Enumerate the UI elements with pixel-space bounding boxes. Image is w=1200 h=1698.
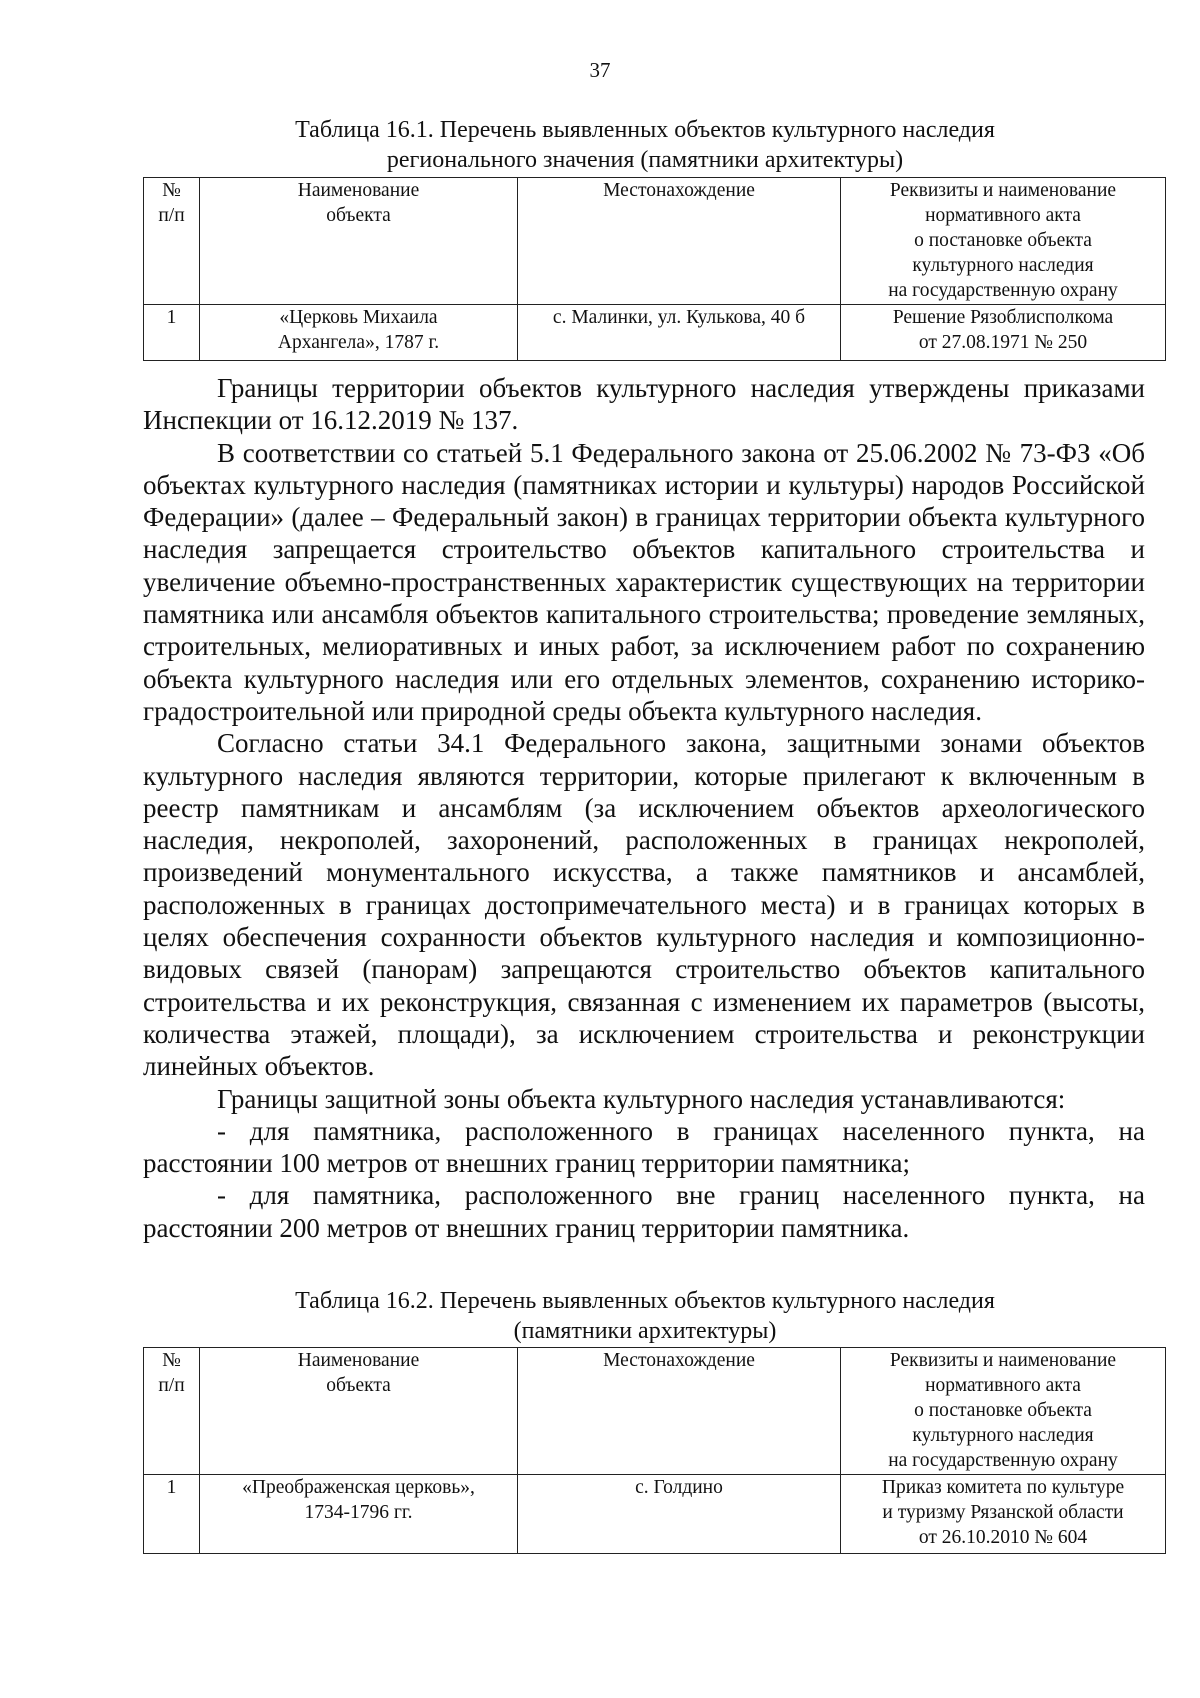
row-num: 1 <box>166 1477 177 1498</box>
header-act-line: на государственную охрану <box>888 280 1118 301</box>
paragraph: Границы защитной зоны объекта культурного наследия устанавливаются: <box>217 1083 1066 1114</box>
row-location: с. Голдино <box>635 1477 723 1498</box>
table-header-row <box>144 1348 1166 1475</box>
table-row <box>144 305 1166 361</box>
header-act-line: Реквизиты и наименование <box>889 1350 1117 1371</box>
row-act-line: Решение Рязоблисполкома <box>892 307 1114 328</box>
table-1-title <box>135 115 1155 175</box>
body-text <box>143 372 1145 1244</box>
paragraph-list-item: - для памятника, расположенного в границах населенного пункта, на расстоянии 100 метров от внешних границ территории памятника; <box>143 1115 1145 1179</box>
row-name-cell <box>200 1475 518 1554</box>
table-16-2 <box>143 1347 1166 1554</box>
header-num-line: № <box>162 180 181 201</box>
header-num-cell <box>144 178 200 305</box>
header-act-line: нормативного акта <box>925 205 1081 226</box>
row-name-cell <box>200 305 518 361</box>
paragraph: Согласно статьи 34.1 Федерального закона, защитными зонами объектов культурного наследия являются территории, которые прилегают к включенным в реестр памятникам и ансамблям (за исключением объектов археологического наследия, некрополей, захоронений, расположенных в границах некрополей, произведений монументального искусства, а также памятников и ансамблей, расположенных в границах достопримечательного места) и в границах которых в целях обеспечения сохранности объектов культурного наследия и композиционно-видовых связей (панорам) запрещаются строительство объектов капитального строительства и их реконструкция, связанная с изменением их параметров (высоты, количества этажей, площади), за исключением строительства и реконструкции линейных объектов. <box>143 728 1145 1082</box>
header-name-line: объекта <box>326 1375 391 1396</box>
row-location: с. Малинки, ул. Кулькова, 40 б <box>552 307 806 328</box>
header-name-cell <box>200 178 518 305</box>
row-num: 1 <box>166 307 177 328</box>
row-name-line: «Церковь Михаила <box>279 307 438 328</box>
table-1-title-line-2: регионального значения (памятники архитектуры) <box>386 147 904 173</box>
header-location-line: Местонахождение <box>603 180 755 201</box>
header-num-line: п/п <box>158 1375 185 1396</box>
header-act-line: о постановке объекта <box>914 230 1092 251</box>
header-name-line: объекта <box>326 205 391 226</box>
table-16-1 <box>143 177 1166 361</box>
header-location-cell <box>518 178 841 305</box>
header-num-cell <box>144 1348 200 1475</box>
header-act-line: культурного наследия <box>912 255 1094 276</box>
table-2-title-line-1: Таблица 16.2. Перечень выявленных объектов культурного наследия <box>295 1288 995 1314</box>
header-act-line: Реквизиты и наименование <box>889 180 1117 201</box>
page-number: 37 <box>589 58 611 82</box>
header-name-line: Наименование <box>297 1350 420 1371</box>
row-act-line: от 26.10.2010 № 604 <box>918 1527 1088 1548</box>
row-name-line: «Преображенская церковь», <box>242 1477 475 1498</box>
header-location-cell <box>518 1348 841 1475</box>
row-location-cell <box>518 305 841 361</box>
header-act-line: культурного наследия <box>912 1425 1094 1446</box>
paragraph: В соответствии со статьей 5.1 Федерального закона от 25.06.2002 № 73-ФЗ «Об объектах культурного наследия (памятниках истории и культуры) народов Российской Федерации» (далее – Федеральный закон) в границах территории объекта культурного наследия запрещается строительство объектов капитального строительства и увеличение объемно-пространственных характеристик существующих на территории памятника или ансамбля объектов капитального строительства; проведение земляных, строительных, мелиоративных и иных работ, за исключением работ по сохранению объекта культурного наследия или его отдельных элементов, сохранению историко-градостроительной или природной среды объекта культурного наследия. <box>143 437 1145 726</box>
table-1-title-line-1: Таблица 16.1. Перечень выявленных объектов культурного наследия <box>295 117 995 143</box>
header-act-line: нормативного акта <box>925 1375 1081 1396</box>
table-header-row <box>144 178 1166 305</box>
row-location-cell <box>518 1475 841 1554</box>
header-num-line: № <box>162 1350 181 1371</box>
row-act-line: и туризму Рязанской области <box>882 1502 1124 1523</box>
header-name-cell <box>200 1348 518 1475</box>
header-act-line: на государственную охрану <box>888 1450 1118 1471</box>
paragraph-list-item: - для памятника, расположенного вне границ населенного пункта, на расстоянии 200 метров от внешних границ территории памятника. <box>143 1180 1145 1243</box>
table-2-title-line-2: (памятники архитектуры) <box>513 1318 777 1344</box>
row-act-cell <box>841 1475 1166 1554</box>
row-num-cell <box>144 305 200 361</box>
paragraph: Границы территории объектов культурного наследия утверждены приказами Инспекции от 16.12.2019 № 137. <box>143 373 1145 436</box>
header-act-cell <box>841 178 1166 305</box>
row-name-line: Архангела», 1787 г. <box>277 332 440 353</box>
header-name-line: Наименование <box>297 180 420 201</box>
header-num-line: п/п <box>158 205 185 226</box>
header-location-line: Местонахождение <box>603 1350 755 1371</box>
row-num-cell <box>144 1475 200 1554</box>
table-row <box>144 1475 1166 1554</box>
row-name-line: 1734-1796 гг. <box>304 1502 413 1523</box>
table-2-title <box>135 1286 1155 1346</box>
header-act-line: о постановке объекта <box>914 1400 1092 1421</box>
row-act-line: от 27.08.1971 № 250 <box>918 332 1088 353</box>
header-act-cell <box>841 1348 1166 1475</box>
row-act-cell <box>841 305 1166 361</box>
row-act-line: Приказ комитета по культуре <box>881 1477 1125 1498</box>
